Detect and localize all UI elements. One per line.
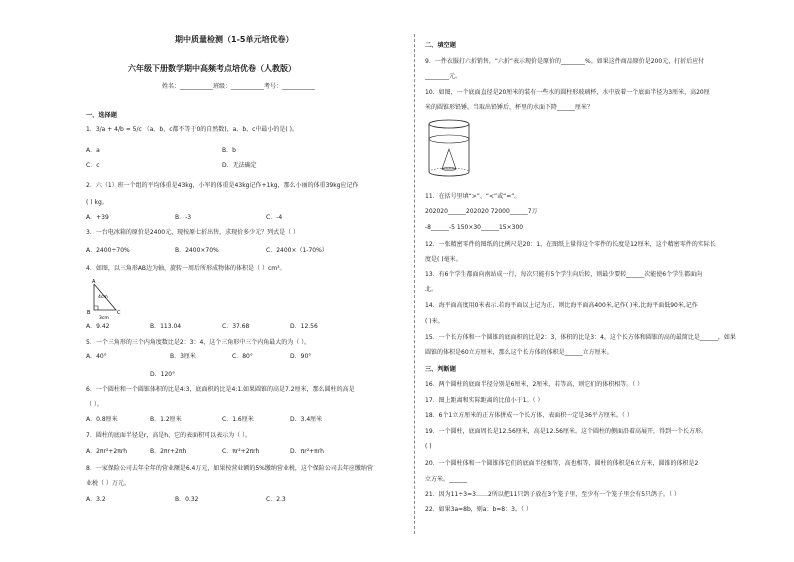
question-8-line2: 业税（ ）万元。 bbox=[86, 480, 130, 487]
page-title: 期中质量检测（1-5单元培优卷） bbox=[175, 35, 294, 44]
question-16: 16．两个圆柱的底面半径分别是6厘米，2厘米，若等高，则它们的体积相等。（ ） bbox=[425, 381, 644, 388]
question-10-line1: 10．如图，一个底面直径是20厘米的装有一些水的圆柱形玻璃杯，水中放着一个底面半径为3厘米，高20厘 bbox=[425, 89, 710, 96]
q3-option-c: C．2400×（1-70%） bbox=[266, 247, 328, 254]
question-8-line1: 8．一家保险公司去年全年的营业额是6.4万元，如果按营业额的5%缴纳营业税，这个保险公司去年应缴纳营 bbox=[86, 465, 373, 472]
q1-option-a: A．a bbox=[86, 147, 100, 154]
q1-option-c: C．c bbox=[86, 162, 100, 169]
question-12-line2: 度是( )毫米。 bbox=[425, 256, 462, 263]
q4-option-d: D．12.56 bbox=[290, 323, 318, 330]
question-19-line1: 19．一个圆柱，底面周长是12.56厘米，高是12.56厘米。这个圆柱的侧面沿着高展开，得到一个长方形。 bbox=[425, 428, 707, 435]
q1-option-b: B．b bbox=[222, 147, 236, 154]
cylinder-with-cone-figure bbox=[425, 117, 473, 179]
question-9-line2: ________元。 bbox=[425, 73, 462, 80]
fig4-label-base: 3cm bbox=[99, 316, 109, 320]
q5-option-a: A．40° bbox=[86, 353, 107, 360]
question-14-line2: ( )米。 bbox=[425, 318, 444, 325]
q3-option-b: B．2400×70% bbox=[175, 247, 219, 254]
q5-option-c: C．80° bbox=[232, 353, 253, 360]
question-17: 17．图上距离和实际距离的比值小于1。（ ） bbox=[425, 397, 544, 404]
q5-option-d: D．90° bbox=[290, 353, 312, 360]
fig4-label-c: C bbox=[117, 310, 121, 316]
question-19-line2: ( ) bbox=[425, 443, 432, 450]
fig4-label-b: B bbox=[87, 310, 91, 316]
question-15-line2: 圆锥的体积是60立方厘米，那么这个长方体的体积是______立方厘米。 bbox=[425, 349, 613, 356]
question-11-row2: -8______-5 150×30______15×300 bbox=[425, 224, 524, 231]
q5-option-b: B．3厘米 bbox=[170, 353, 196, 360]
q7-option-c: C．πr²+2πrh bbox=[222, 448, 260, 455]
section-judge-heading: 三、判断题 bbox=[425, 366, 456, 373]
q5-option-e: D．120° bbox=[150, 371, 176, 378]
q2-option-a: A．+39 bbox=[86, 214, 109, 221]
q7-option-d: D．πr²+πrh bbox=[290, 448, 324, 455]
fig4-label-height: 4cm bbox=[98, 295, 108, 300]
section-choice-heading: 一、选择题 bbox=[86, 112, 117, 119]
question-3: 3．一台电冰箱的原价是2400元，现按原七折出售，求现价多少元？列式是（ ） bbox=[86, 229, 299, 236]
question-15-line1: 15．一个长方体和一个圆锥的底面积的比是2：3，体积的比是3：4。这个长方体和圆锥的高的最简比是______，如果 bbox=[425, 334, 736, 341]
q1-option-d: D．无法确定 bbox=[222, 162, 257, 169]
q7-option-b: B．2πr+2πh bbox=[150, 448, 187, 455]
question-6-line1: 6．一个圆柱和一个圆锥体积的比是4:3，底面积的比是4:1.如果圆锥的高是7.2厘米，那么圆柱的高是 bbox=[86, 386, 355, 393]
question-12-line1: 12．一张精密零件的图纸的比例尺是20：1，在图纸上量得这个零件的长度是12厘米，这个精密零件的实际长 bbox=[425, 241, 716, 248]
question-11: 11．在括号里填“>”、“<”或“=”。 bbox=[425, 193, 521, 200]
q6-option-b: B．1.2厘米 bbox=[150, 416, 182, 423]
right-triangle-figure bbox=[86, 278, 126, 320]
question-13-line2: 北。 bbox=[425, 286, 438, 293]
q4-option-c: C．37.68 bbox=[222, 323, 250, 330]
column-divider bbox=[414, 34, 415, 534]
question-11-row1: 202020______202020 72000______7万 bbox=[425, 208, 538, 215]
question-22: 22．如果3a=8b，则a：b=8：3。（ ） bbox=[425, 506, 532, 513]
q6-option-c: C．1.6厘米 bbox=[222, 416, 254, 423]
q2-option-b: B．-3 bbox=[175, 214, 192, 221]
question-7: 7．圆柱的底面半径是r，高是h，它的表面积可以表示为（ ）。 bbox=[86, 432, 251, 439]
question-2-line1: 2．六（1）班一个组的平均体重是43kg，小军的体重是43kg记作+1kg，那么小丽的体重39kg应记作 bbox=[86, 182, 359, 189]
student-info-line: 姓名：___________班级：___________考号：___________ bbox=[162, 83, 316, 90]
question-4: 4．如图，以三角形AB边为轴，旋转一周后所形成物体的体积是（ ）cm³。 bbox=[86, 265, 286, 272]
question-21: 21．因为11÷3=3……2所以把11只鸽子放在3个笼子里，至少有一个笼子里会有5只鸽子。（ ） bbox=[425, 491, 680, 498]
page-subtitle: 六年级下册数学期中高频考点培优卷（人教版） bbox=[128, 64, 296, 73]
q4-option-b: B．113.04 bbox=[150, 323, 182, 330]
question-18: 18．6个1立方厘米的正方体拼成一个长方体，表面积一定是36平方厘米。（ ） bbox=[425, 412, 633, 419]
q6-option-d: D．3.4厘米 bbox=[290, 416, 323, 423]
question-6-line2: （ ）。 bbox=[86, 401, 103, 408]
q8-option-b: B．0.32 bbox=[175, 496, 199, 503]
q6-option-a: A．0.8厘米 bbox=[86, 416, 118, 423]
question-14-line1: 14．海平面高度用0米表示.若海平面以上记为正，则比海平面高400米,记作( )米,比海平面低90米,记作 bbox=[425, 302, 698, 309]
question-20-line1: 20．一个圆柱体和一个圆锥体它们的底面半径相等，高也相等，圆柱的体积是6立方米，圆锥的体积是2 bbox=[425, 460, 699, 467]
question-9-line1: 9．一件衣服打六折销售，“六折”表示现价是原价的________%。如果这件商品原价是200元，打折后应付 bbox=[425, 58, 705, 65]
question-5: 5．一个三角形的三个内角度数比是2：3：4，这个三角形中三个内角最大的为（ ）。 bbox=[86, 339, 311, 346]
q2-option-c: C．-4 bbox=[266, 214, 283, 221]
q7-option-a: A．2πr²+2πrh bbox=[86, 448, 128, 455]
section-fill-heading: 二、填空题 bbox=[425, 42, 456, 49]
fig4-label-a: A bbox=[92, 279, 96, 285]
question-13-line1: 13．有6个学生都面向南站成一行，每次只能有5个学生向后转，则最少要转______次能使6个学生都面向 bbox=[425, 271, 703, 278]
question-1: 1．3/a + 4/b = 5/c （a、b、c都不等于0的自然数)，a、b、c中最小的是( )。 bbox=[86, 126, 299, 133]
q8-option-c: C．2.3 bbox=[266, 496, 286, 503]
q4-option-a: A．9.42 bbox=[86, 323, 110, 330]
question-2-line2: ( ) kg。 bbox=[86, 199, 108, 206]
question-10-line2: 米的圆锥形铅锤。当取出铅锤后，杯里的水面下降______厘米？ bbox=[425, 104, 594, 111]
q3-option-a: A．2400÷70% bbox=[86, 247, 130, 254]
q8-option-a: A．3.2 bbox=[86, 496, 106, 503]
question-20-line2: 立方米。______ bbox=[425, 476, 468, 483]
